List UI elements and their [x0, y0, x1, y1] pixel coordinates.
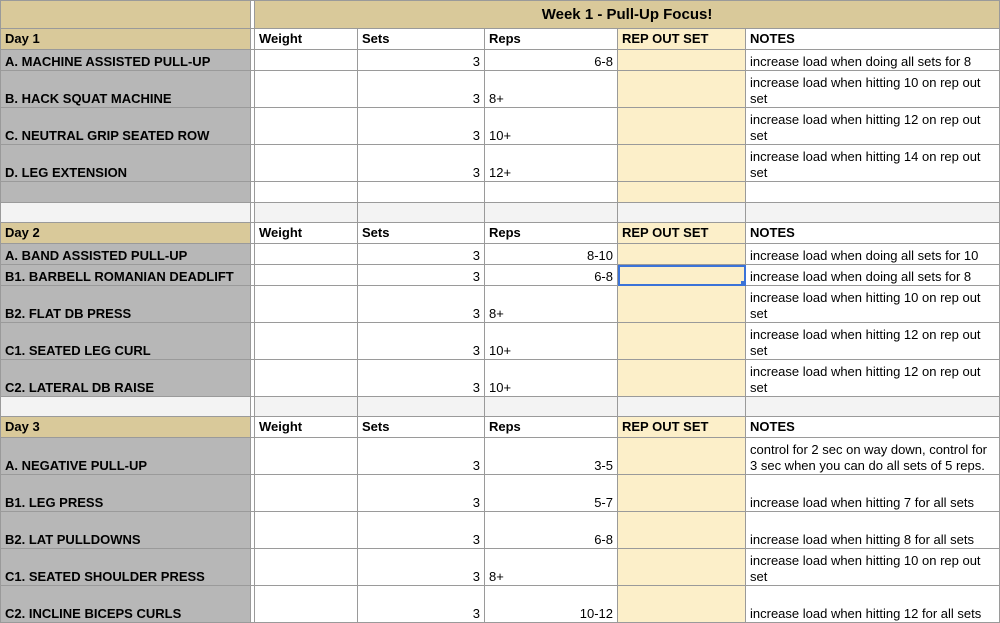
reps-cell[interactable]: 12+: [485, 145, 618, 182]
day-label[interactable]: Day 1: [1, 29, 251, 50]
weight-cell[interactable]: [255, 108, 358, 145]
column-header[interactable]: NOTES: [746, 417, 1000, 438]
notes-cell[interactable]: increase load when hitting 10 on rep out set: [746, 549, 1000, 586]
exercise-name[interactable]: B1. LEG PRESS: [1, 475, 251, 512]
exercise-name[interactable]: A. BAND ASSISTED PULL-UP: [1, 244, 251, 265]
blank-cell[interactable]: [255, 182, 358, 203]
column-header[interactable]: Weight: [255, 223, 358, 244]
reps-cell[interactable]: 10-12: [485, 586, 618, 623]
day-header-row: [1, 223, 1000, 244]
fill-handle[interactable]: [741, 281, 746, 286]
notes-cell[interactable]: increase load when doing all sets for 8: [746, 50, 1000, 71]
exercise-name[interactable]: C. NEUTRAL GRIP SEATED ROW: [1, 108, 251, 145]
day-label[interactable]: Day 3: [1, 417, 251, 438]
weight-cell[interactable]: [255, 475, 358, 512]
column-header[interactable]: REP OUT SET: [618, 29, 746, 50]
reps-cell[interactable]: 10+: [485, 323, 618, 360]
rep-out-cell[interactable]: [618, 145, 746, 182]
exercise-row: [1, 286, 1000, 323]
column-header[interactable]: Sets: [358, 223, 485, 244]
sets-cell[interactable]: 3: [358, 108, 485, 145]
sets-cell[interactable]: 3: [358, 549, 485, 586]
blank-cell[interactable]: [618, 182, 746, 203]
reps-cell[interactable]: 8+: [485, 71, 618, 108]
notes-cell[interactable]: increase load when hitting 12 on rep out set: [746, 108, 1000, 145]
exercise-row: [1, 475, 1000, 512]
notes-cell[interactable]: increase load when hitting 7 for all sets: [746, 475, 1000, 512]
notes-cell[interactable]: increase load when hitting 14 on rep out set: [746, 145, 1000, 182]
blank-cell[interactable]: [746, 182, 1000, 203]
notes-cell[interactable]: control for 2 sec on way down, control for 3 sec when you can do all sets of 5 reps.: [746, 438, 1000, 475]
blank-exercise-cell[interactable]: [1, 182, 251, 203]
day-gap-row: [1, 203, 1000, 223]
exercise-name[interactable]: B1. BARBELL ROMANIAN DEADLIFT: [1, 265, 251, 286]
sets-cell[interactable]: 3: [358, 286, 485, 323]
day-header-row: [1, 29, 1000, 50]
rep-out-cell-selected[interactable]: [618, 265, 746, 286]
exercise-row: [1, 108, 1000, 145]
column-header[interactable]: Sets: [358, 417, 485, 438]
column-header[interactable]: Reps: [485, 223, 618, 244]
column-header[interactable]: NOTES: [746, 29, 1000, 50]
exercise-name[interactable]: C2. INCLINE BICEPS CURLS: [1, 586, 251, 623]
day-header-row: [1, 417, 1000, 438]
weight-cell[interactable]: [255, 265, 358, 286]
rep-out-cell[interactable]: [618, 50, 746, 71]
blank-cell[interactable]: [358, 182, 485, 203]
reps-cell[interactable]: 5-7: [485, 475, 618, 512]
column-header[interactable]: NOTES: [746, 223, 1000, 244]
exercise-row: [1, 438, 1000, 475]
weight-cell[interactable]: [255, 360, 358, 397]
sets-cell[interactable]: 3: [358, 145, 485, 182]
column-header[interactable]: Reps: [485, 29, 618, 50]
exercise-row: [1, 71, 1000, 108]
weight-cell[interactable]: [255, 244, 358, 265]
exercise-name[interactable]: C1. SEATED LEG CURL: [1, 323, 251, 360]
notes-cell[interactable]: increase load when doing all sets for 10: [746, 244, 1000, 265]
rep-out-cell[interactable]: [618, 108, 746, 145]
reps-cell[interactable]: 6-8: [485, 50, 618, 71]
exercise-row: [1, 360, 1000, 397]
rep-out-cell[interactable]: [618, 360, 746, 397]
reps-cell[interactable]: 6-8: [485, 265, 618, 286]
weight-cell[interactable]: [255, 586, 358, 623]
rep-out-cell[interactable]: [618, 286, 746, 323]
exercise-name[interactable]: A. NEGATIVE PULL-UP: [1, 438, 251, 475]
column-header[interactable]: Weight: [255, 29, 358, 50]
sets-cell[interactable]: 3: [358, 244, 485, 265]
exercise-row: [1, 512, 1000, 549]
reps-cell[interactable]: 10+: [485, 108, 618, 145]
exercise-name[interactable]: B2. FLAT DB PRESS: [1, 286, 251, 323]
rep-out-cell[interactable]: [618, 244, 746, 265]
exercise-row: [1, 323, 1000, 360]
column-header[interactable]: Sets: [358, 29, 485, 50]
rep-out-cell[interactable]: [618, 71, 746, 108]
exercise-row: [1, 586, 1000, 623]
rep-out-cell[interactable]: [618, 512, 746, 549]
sets-cell[interactable]: 3: [358, 71, 485, 108]
rep-out-cell[interactable]: [618, 475, 746, 512]
rep-out-cell[interactable]: [618, 586, 746, 623]
sets-cell[interactable]: 3: [358, 586, 485, 623]
blank-row: [1, 182, 1000, 203]
sets-cell[interactable]: 3: [358, 360, 485, 397]
reps-cell[interactable]: 8-10: [485, 244, 618, 265]
weight-cell[interactable]: [255, 286, 358, 323]
notes-cell[interactable]: increase load when hitting 12 on rep out set: [746, 323, 1000, 360]
column-header[interactable]: Reps: [485, 417, 618, 438]
column-header[interactable]: REP OUT SET: [618, 417, 746, 438]
notes-cell[interactable]: increase load when hitting 10 on rep out set: [746, 71, 1000, 108]
notes-cell[interactable]: increase load when hitting 10 on rep out set: [746, 286, 1000, 323]
notes-cell[interactable]: increase load when hitting 8 for all sets: [746, 512, 1000, 549]
exercise-name[interactable]: A. MACHINE ASSISTED PULL-UP: [1, 50, 251, 71]
sets-cell[interactable]: 3: [358, 438, 485, 475]
reps-cell[interactable]: 8+: [485, 549, 618, 586]
rep-out-cell[interactable]: [618, 323, 746, 360]
exercise-name[interactable]: D. LEG EXTENSION: [1, 145, 251, 182]
exercise-row: [1, 244, 1000, 265]
exercise-row: [1, 265, 1000, 286]
notes-cell[interactable]: increase load when doing all sets for 8: [746, 265, 1000, 286]
exercise-row: [1, 145, 1000, 182]
corner-cell[interactable]: [1, 1, 251, 29]
exercise-row: [1, 549, 1000, 586]
weight-cell[interactable]: [255, 549, 358, 586]
notes-cell[interactable]: increase load when hitting 12 for all sets: [746, 586, 1000, 623]
weight-cell[interactable]: [255, 438, 358, 475]
weight-cell[interactable]: [255, 71, 358, 108]
reps-cell[interactable]: 6-8: [485, 512, 618, 549]
sets-cell[interactable]: 3: [358, 323, 485, 360]
rep-out-cell[interactable]: [618, 438, 746, 475]
day-label[interactable]: Day 2: [1, 223, 251, 244]
blank-cell[interactable]: [485, 182, 618, 203]
column-header[interactable]: REP OUT SET: [618, 223, 746, 244]
reps-cell[interactable]: 10+: [485, 360, 618, 397]
exercise-name[interactable]: B2. LAT PULLDOWNS: [1, 512, 251, 549]
notes-cell[interactable]: increase load when hitting 12 on rep out set: [746, 360, 1000, 397]
exercise-row: [1, 50, 1000, 71]
day-gap-row: [1, 397, 1000, 417]
title-row: [1, 1, 1000, 29]
weight-cell[interactable]: [255, 50, 358, 71]
reps-cell[interactable]: 3-5: [485, 438, 618, 475]
exercise-name[interactable]: B. HACK SQUAT MACHINE: [1, 71, 251, 108]
exercise-name[interactable]: C1. SEATED SHOULDER PRESS: [1, 549, 251, 586]
column-header[interactable]: Weight: [255, 417, 358, 438]
weight-cell[interactable]: [255, 145, 358, 182]
sheet-title[interactable]: Week 1 - Pull-Up Focus!: [255, 1, 1000, 29]
sets-cell[interactable]: 3: [358, 512, 485, 549]
weight-cell[interactable]: [255, 323, 358, 360]
reps-cell[interactable]: 8+: [485, 286, 618, 323]
rep-out-cell[interactable]: [618, 549, 746, 586]
weight-cell[interactable]: [255, 512, 358, 549]
exercise-name[interactable]: C2. LATERAL DB RAISE: [1, 360, 251, 397]
sets-cell[interactable]: 3: [358, 475, 485, 512]
sets-cell[interactable]: 3: [358, 265, 485, 286]
sets-cell[interactable]: 3: [358, 50, 485, 71]
